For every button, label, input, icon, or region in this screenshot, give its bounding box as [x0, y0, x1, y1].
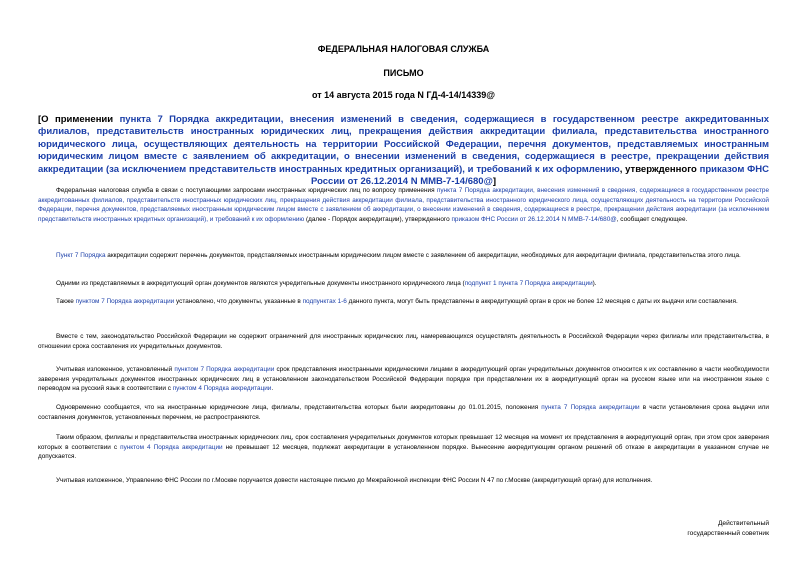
- paragraph-text: .: [271, 385, 274, 393]
- paragraph-2: [38, 251, 769, 261]
- paragraph-text: Также: [56, 298, 76, 305]
- document-type-heading: ПИСЬМО: [383, 68, 424, 78]
- subject-text: , утвержденного: [619, 163, 700, 175]
- paragraph-7: [38, 403, 769, 422]
- document-subject: [38, 114, 769, 188]
- link-point-4[interactable]: пунктом 4 Порядка аккредитации: [172, 385, 272, 393]
- subject-text: [О применении: [38, 114, 120, 125]
- paragraph-text: в части установления срока выдачи или составления документов, установленных перечнем, не распространяются.: [38, 404, 769, 421]
- paragraph-text: , сообщает следующее.: [616, 215, 688, 223]
- paragraph-text: данного пункта, могут быть представлены в аккредитующий орган в срок не более 12 месяцев с даты их выдачи или составления.: [346, 298, 738, 305]
- subject-link-fns-order[interactable]: приказом ФНС России от 26.12.2014 N ММВ-7-14/680@: [311, 163, 769, 188]
- paragraph-text: аккредитации содержит перечень документов, представляемых иностранным юридическим лицом вместе с заявлением об аккредитации, необходимых для аккредитации филиала, представительства этого лица.: [105, 252, 741, 259]
- link-point-4[interactable]: пунктом 4 Порядка аккредитации: [120, 443, 223, 451]
- paragraph-6: [38, 365, 769, 394]
- paragraph-text: Федеральная налоговая служба в связи с поступающими запросами иностранных юридических лиц по вопросу применения: [56, 187, 437, 194]
- paragraph-3: [38, 279, 769, 289]
- paragraph-text: срок представления иностранными юридическими лицами в аккредитующий орган учредительных документов относится к их составлению в части необходимости заверения учредительных документов иностранных юридических лиц в установленном законодательством Российской Федерации порядке при представлении их в аккредитующий орган на русском языке или на иностранном языке с переводом на русский язык в соответствии с: [38, 366, 769, 393]
- paragraph-text: Таким образом, филиалы и представительства иностранных юридических лиц, срок составления учредительных документов которых превышает 12 месяцев на момент их представления в аккредитующий орган, при этом срок заверения которых в соответствии с: [38, 434, 769, 451]
- link-point-7[interactable]: пункта 7 Порядка аккредитации: [541, 404, 640, 411]
- subject-link-order-point-7[interactable]: пункта 7 Порядка аккредитации, внесения изменений в сведения, содержащиеся в государственном реестре аккредитованных филиалов, представительств иностранных юридических лиц, прекращения действия аккредитации филиала, представительства иностранного юридического лица, осуществляющих деятельность на территории Российской Федерации, перечня документов, представляемых иностранным юридическим лицом вместе с заявлением об аккредитации, о внесении изменений в сведения, содержащиеся в реестре, прекращении действия аккредитации (за исключением представительств иностранных кредитных организаций), и требований к их оформлению: [38, 114, 769, 175]
- paragraph-text: установлено, что документы, указанные в: [174, 298, 303, 305]
- paragraph-text: ).: [592, 280, 597, 287]
- paragraph-text: Учитывая изложенное, установленный: [56, 366, 175, 373]
- paragraph-1: [38, 186, 769, 224]
- paragraph-text: Учитывая изложенное, Управлению ФНС России по г.Москве поручается довести настоящее письмо до Межрайонной инспекции ФНС России N 47 по г.Москве (аккредитующий орган) для исполнения.: [56, 477, 653, 484]
- paragraph-text: не превышает 12 месяцев, подлежат аккредитации в установленном порядке. Вынесение аккредитующим органом решений об отказе в аккредитации в указанном случае не допускается.: [38, 443, 769, 461]
- link-subpoint-1[interactable]: подпункт 1 пункта 7 Порядка аккредитации: [464, 280, 593, 287]
- agency-heading: ФЕДЕРАЛЬНАЯ НАЛОГОВАЯ СЛУЖБА: [317, 44, 490, 54]
- link-point-7[interactable]: пунктом 7 Порядка аккредитации: [75, 298, 175, 305]
- paragraph-5: [38, 332, 769, 351]
- signature-line-1: Действительный: [717, 520, 769, 527]
- paragraph-8: [38, 433, 769, 462]
- link-point-7[interactable]: Пункт 7 Порядка: [56, 252, 106, 259]
- link-fns-order[interactable]: приказом ФНС России от 26.12.2014 N ММВ-7-14/680@: [451, 215, 617, 223]
- link-order-point-7[interactable]: пункта 7 Порядка аккредитации, внесения изменений в сведения, содержащиеся в государственном реестре аккредитованных филиалов, представительств иностранных юридических лиц, прекращения действия аккредитации филиала, представительства иностранного юридического лица, осуществляющих деятельность на территории Российской Федерации, перечня документов, представляемых иностранным юридическим лицом вместе с заявлением об аккредитации, о внесении изменений в сведения, содержащиеся в реестре, прекращении действия аккредитации (за исключением представительств иностранных кредитных организаций), и требований к их оформлению: [38, 187, 770, 223]
- paragraph-4: [38, 297, 769, 307]
- signature-line-2: государственный советник: [687, 529, 769, 537]
- paragraph-text: Одними из представляемых в аккредитующий орган документов являются учредительные документы иностранного юридического лица (: [56, 280, 465, 287]
- paragraph-text: Вместе с тем, законодательство Российской Федерации не содержит ограничений для иностранных юридических лиц, намеревающихся осуществлять деятельность в Российской Федерации через филиалы или представительства, в отношении срока составления их учредительных документов.: [38, 333, 769, 350]
- link-point-7[interactable]: пунктом 7 Порядка аккредитации: [174, 366, 275, 373]
- signature-block: [569, 519, 769, 538]
- date-number-heading: от 14 августа 2015 года N ГД-4-14/14339@: [311, 90, 496, 100]
- link-subpoints-1-6[interactable]: подпунктах 1-6: [302, 298, 347, 305]
- paragraph-text: (далее - Порядок аккредитации), утвержденного: [304, 215, 452, 223]
- paragraph-9: [38, 476, 769, 486]
- paragraph-text: Одновременно сообщается, что на иностранные юридические лица, филиалы, представительства которых были аккредитованы до 01.01.2015, положения: [56, 404, 542, 411]
- subject-text: ]: [492, 176, 496, 188]
